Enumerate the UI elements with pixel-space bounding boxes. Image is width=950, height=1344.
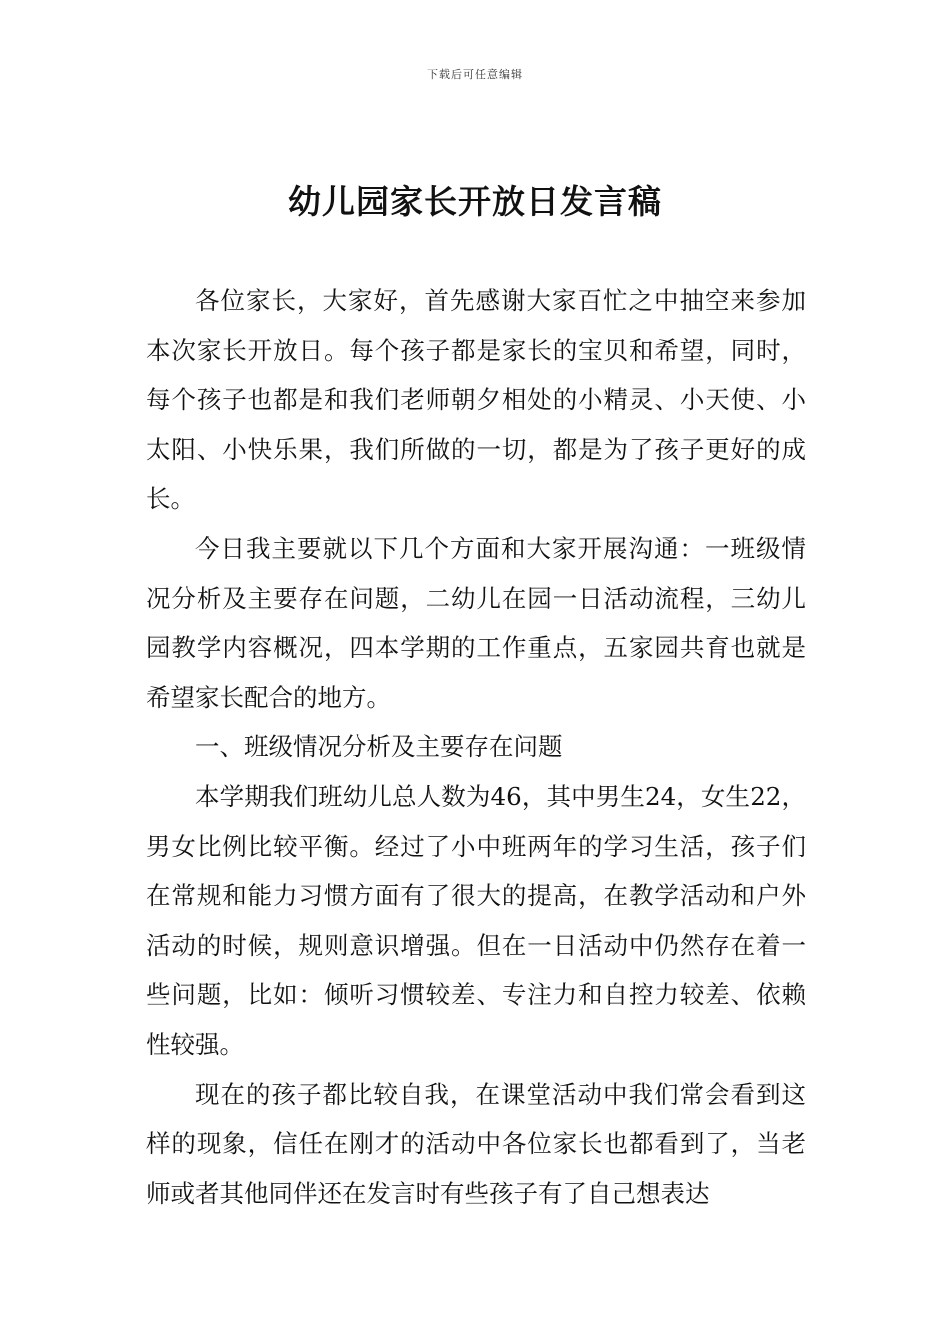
document-title: 幼儿园家长开放日发言稿 <box>288 182 662 221</box>
header-note: 下载后可任意编辑 <box>427 68 523 81</box>
document-body <box>146 276 806 1218</box>
paragraph-class-stats: 本学期我们班幼儿总人数为46，其中男生24，女生22，男女比例比较平衡。经过了小中班两年的学习生活，孩子们在常规和能力习惯方面有了很大的提高，在教学活动和户外活动的时候，规则意识增强。但在一日活动中仍然存在着一些问题，比如：倾听习惯较差、专注力和自控力较差、依赖性较强。 <box>146 781 806 1059</box>
paragraph-agenda: 今日我主要就以下几个方面和大家开展沟通：一班级情况分析及主要存在问题，二幼儿在园一日活动流程，三幼儿园教学内容概况，四本学期的工作重点，五家园共育也就是希望家长配合的地方。 <box>146 533 806 712</box>
section-heading-class-analysis: 一、班级情况分析及主要存在问题 <box>195 732 563 762</box>
paragraph-behavior: 现在的孩子都比较自我，在课堂活动中我们常会看到这样的现象，信任在刚才的活动中各位家长也都看到了，当老师或者其他同伴还在发言时有些孩子有了自己想表达 <box>146 1079 806 1208</box>
paragraph-greeting: 各位家长，大家好，首先感谢大家百忙之中抽空来参加本次家长开放日。每个孩子都是家长的宝贝和希望，同时，每个孩子也都是和我们老师朝夕相处的小精灵、小天使、小太阳、小快乐果，我们所做的一切，都是为了孩子更好的成长。 <box>146 286 806 514</box>
